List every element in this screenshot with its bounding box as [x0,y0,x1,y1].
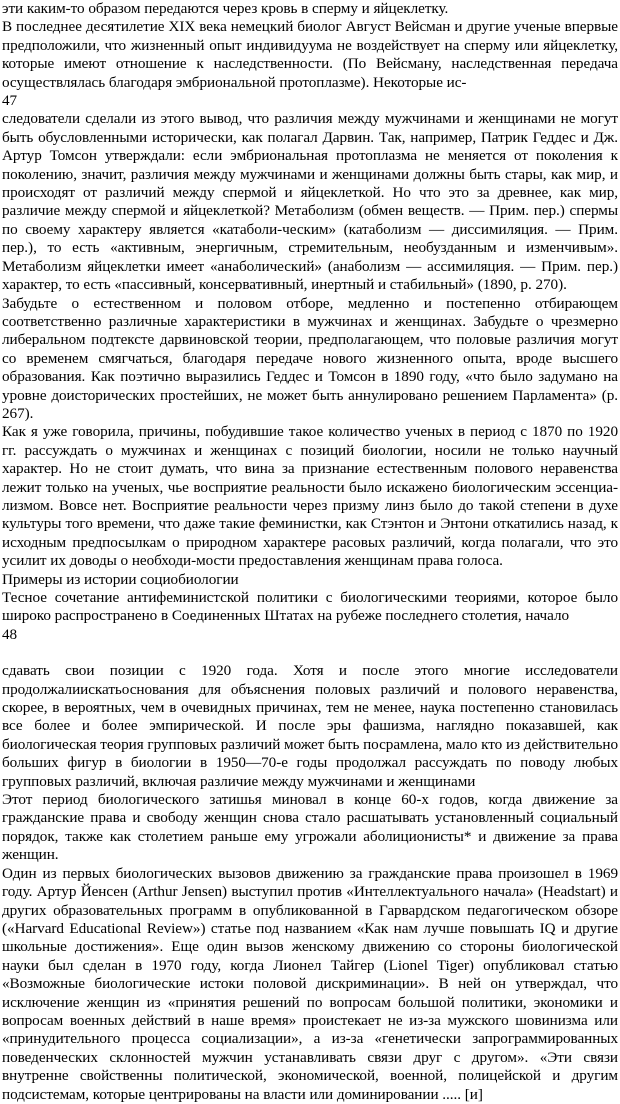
page-number-47: 47 [2,92,18,110]
paragraph-intro-line: эти каким-то образом передаются через кровь в сперму и яйцеклетку. [2,0,449,17]
document-page [2,0,618,1104]
paragraph-causes: Как я уже говорила, причины, побудившие такое количество ученых в период с 1870 по 1920 гг. рассуждать о мужчинах и женщинах с позиций биологии, носили не только научный характер. Но не стоит думать, что вина за признание естественным полового неравенства лежит только на ученых, чье восприятие реальности было искажено биологическим эссенциа-лизмом. Вовсе нет. Восприятие реальности через призму линз было до такой степени в духе культуры того времени, что даже такие феминистки, как Стэнтон и Энтони откатились назад, к исходным предпосылкам о природном характере расовых различий, когда полагали, что это усилит их доводы о необходи-мости предоставления женщинам права голоса. [2,423,618,570]
page-number-48: 48 [2,625,18,643]
section-heading-sociobiology: Примеры из истории социобиологии [2,570,239,588]
paragraph-1920: сдавать свои позиции с 1920 года. Хотя и после этого многие исследователи продолжалиискатьоснования для объяснения половых различий и полового неравенства, скорее, в вероятных, чем в очевидных причинах, тем не менее, наука постепенно становилась все более и более эмпирической. И после эры фашизма, наглядно показавшей, как биологическая теория групповых различий может быть посрамлена, мало кто из действительно больших фигур в биологии в 1950—70-е годы продолжал рассуждать по поводу любых групповых различий, включая различие между мужчинами и женщинами [2,662,618,790]
paragraph-geddes-thomson: следователи сделали из этого вывод, что различия между мужчинами и женщинами не могут быть обусловленными исторически, как полагал Дарвин. Так, например, Патрик Геддес и Дж. Артур Томсон утверждали: если эмбриональная протоплазма не меняется от поколения к поколению, значит, различия между мужчинами и женщинами должны быть стары, как мир, и происходят от различий между спермой и яйцеклеткой. Но что это за древнее, как мир, различие между спермой и яйцеклеткой? Метаболизм (обмен веществ. — Прим. пер.) спермы по своему характеру является «катаболи-ческим» (катаболизм — диссимиляция. — Прим. пер.), то есть «активным, энергичным, стремительным, необузданным и изменчивым». Метаболизм яйцеклетки имеет «анаболический» (анаболизм — ассимиляция. — Прим. пер.) характер, то есть «пассивный, консервативный, инертный и стабильный» (1890, p. 270). [2,110,618,294]
paragraph-weismann: В последнее десятилетие XIX века немецкий биолог Август Вейсман и другие ученые впервые предположили, что жизненный опыт индивидуума не воздействует на сперму или яйцеклетку, которые имеют отношение к наследственности. (По Вейсману, наследственная передача осуществлялась благодаря эмбриональной протоплазме). Некоторые ис- [2,18,618,91]
paragraph-antifeminist-politics: Тесное сочетание антифеминистской политики с биологическими теориями, которое было широко распространено в Соединенных Штатах на рубеже последнего столетия, начало [2,589,618,625]
paragraph-forget-selection: Забудьте о естественном и половом отборе, медленно и постепенно отбирающем соответственно различные характеристики в мужчинах и женщинах. Забудьте о чрезмерно либеральном подтексте дарвиновской теории, предполагающем, что половые различия могут со временем смягчаться, благодаря передаче нового жизненного опыта, вроде высшего образования. Как поэтично выразились Геддес и Томсон в 1890 году, «что было задумано на уровне доисторических простейших, не может быть аннулировано решением Парламента» (p. 267). [2,294,618,422]
page-break-spacer [2,644,618,662]
paragraph-biological-lull: Этот период биологического затишья миновал в конце 60-х годов, когда движение за гражданские права и свободу женщин снова стало расшатывать установленный социальный порядок, также как столетием раньше ему угрожали аболиционисты* и движение за права женщин. [2,791,618,864]
paragraph-jensen-tiger: Один из первых биологических вызовов движению за гражданские права произошел в 1969 году. Артур Йенсен (Arthur Jensen) выступил против «Интеллектуального начала» (Headstart) и других образовательных программ в опубликованной в Гарвардском педагогическом обзоре («Harvard Educational Review») статье под названием «Как нам лучше повышать IQ и другие школьные достижения». Еще один вызов женскому движению со стороны биологической науки был сделан в 1970 году, когда Лионел Тайгер (Lionel Tiger) опубликовал статью «Возможные биологические истоки половой дискриминации». В ней он утверждал, что исключение женщин из «принятия решений по вопросам большой политики, экономики и вопросам военных действий в наше время» проистекает не из-за мужского шовинизма или «принудительного процесса социализации», а из-за «генетически запрограммированных поведенческих склонностей мужчин устанавливать связи друг с другом». «Эти связи внутренне свойственны политической, экономической, военной, полицейской и другим подсистемам, которые центрированы на власти или доминировании ..... [и] [2,864,618,1103]
